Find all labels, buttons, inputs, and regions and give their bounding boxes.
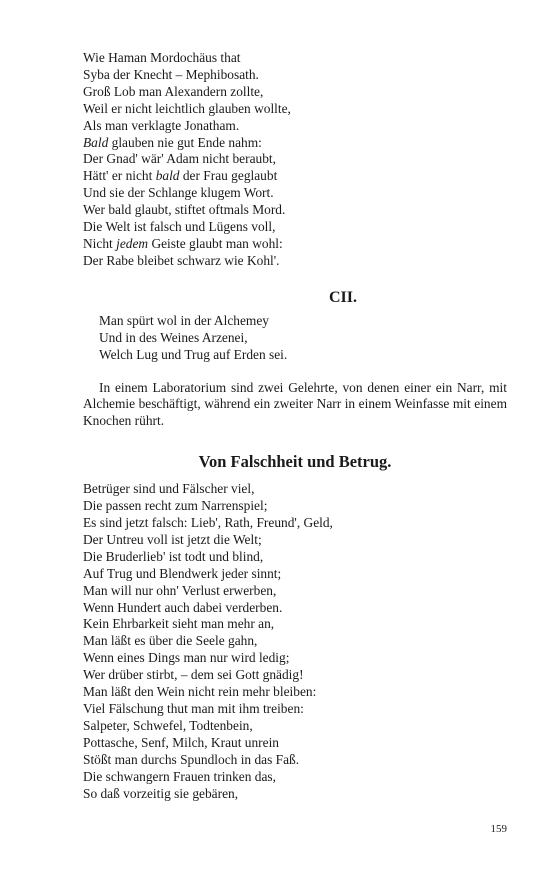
- poem-line: [83, 50, 507, 67]
- poem-line: [83, 151, 507, 168]
- poem-line: Man will nur ohn' Verlust erwerben,: [83, 582, 277, 598]
- poem-line: Es sind jetzt falsch: Lieb', Rath, Freund', Geld,: [83, 515, 333, 531]
- emphasized-word: Bald: [83, 134, 109, 150]
- poem-text: Nicht: [83, 235, 117, 251]
- poem-text: Weil er nicht leichtlich glauben wollte,: [83, 100, 291, 116]
- poem-line: Wer drüber stirbt, – dem sei Gott gnädig!: [83, 667, 304, 683]
- motto-line: Welch Lug und Trug auf Erden sei.: [99, 346, 288, 362]
- poem-line: [83, 118, 507, 135]
- poem-line: [83, 236, 507, 253]
- poem-text: Der Gnad' wär' Adam nicht beraubt,: [83, 151, 276, 167]
- poem-line: So daß vorzeitig sie gebären,: [83, 785, 239, 801]
- poem-text: Als man verklagte Jonatham.: [83, 117, 240, 133]
- book-page: [83, 50, 507, 802]
- poem-text: Syba der Knecht – Mephibosath.: [83, 66, 259, 82]
- emphasized-word: jedem: [116, 235, 149, 251]
- poem-line: Der Untreu voll ist jetzt die Welt;: [83, 531, 262, 547]
- poem-line: Die schwangern Frauen trinken das,: [83, 768, 276, 784]
- motto-line: Man spürt wol in der Alchemey: [99, 312, 269, 328]
- poem-text: Der Rabe bleibet schwarz wie Kohl'.: [83, 252, 280, 268]
- top-poem: [83, 50, 507, 270]
- poem-text: Und sie der Schlange klugem Wort.: [83, 185, 274, 201]
- poem-line: Man läßt den Wein nicht rein mehr bleiben:: [83, 684, 317, 700]
- poem-text: glauben nie gut Ende nahm:: [108, 134, 262, 150]
- chapter-heading: CII.: [328, 288, 357, 306]
- poem-line: [83, 219, 507, 236]
- emphasized-word: bald: [155, 168, 180, 184]
- poem-line: Die Bruderlieb' ist todt und blind,: [83, 548, 264, 564]
- poem-line: Wenn Hundert auch dabei verderben.: [83, 599, 283, 615]
- poem-line: Kein Ehrbarkeit sieht man mehr an,: [83, 616, 275, 632]
- poem-line: Die passen recht zum Narrenspiel;: [83, 498, 268, 514]
- poem-line: Betrüger sind und Fälscher viel,: [83, 481, 255, 497]
- section-title: Von Falschheit und Betrug.: [198, 452, 392, 472]
- poem-text: der Frau geglaubt: [179, 168, 278, 184]
- motto-line: Und in des Weines Arzenei,: [99, 329, 248, 345]
- poem-line: Salpeter, Schwefel, Todtenbein,: [83, 717, 253, 733]
- poem-line: Viel Fälschung thut man mit ihm treiben:: [83, 701, 304, 716]
- poem-line: [83, 185, 507, 202]
- poem-line: Pottasche, Senf, Milch, Kraut unrein: [83, 734, 279, 750]
- chapter-description: In einem Laboratorium sind zwei Gelehrte, von denen einer ein Narr, mit Alchemie beschäftigt, während ein zweiter Narr in einem Weinfasse mit einem Knochen rührt.: [83, 379, 507, 429]
- poem-line: Wenn eines Dings man nur wird ledig;: [83, 650, 290, 666]
- poem-line: Man läßt es über die Seele gahn,: [83, 633, 258, 649]
- poem-line: [83, 202, 507, 219]
- poem-line: [83, 101, 507, 118]
- chapter-motto: [83, 313, 507, 364]
- poem-line: [83, 67, 507, 84]
- poem-line: [83, 135, 507, 152]
- poem-text: Geiste glaubt man wohl:: [148, 235, 283, 251]
- page-number: 159: [490, 823, 507, 835]
- poem-line: Auf Trug und Blendwerk jeder sinnt;: [83, 565, 282, 581]
- section-poem: [83, 481, 507, 802]
- poem-text: Hätt' er nicht: [83, 168, 156, 184]
- poem-line: Stößt man durchs Spundloch in das Faß.: [83, 751, 300, 767]
- poem-text: Groß Lob man Alexandern zollte,: [83, 83, 264, 99]
- poem-text: Die Welt ist falsch und Lügens voll,: [83, 219, 276, 235]
- poem-line: [83, 168, 507, 185]
- poem-text: Wer bald glaubt, stiftet oftmals Mord.: [83, 202, 286, 218]
- poem-line: [83, 84, 507, 101]
- poem-text: Wie Haman Mordochäus that: [83, 50, 241, 65]
- poem-line: [83, 253, 507, 270]
